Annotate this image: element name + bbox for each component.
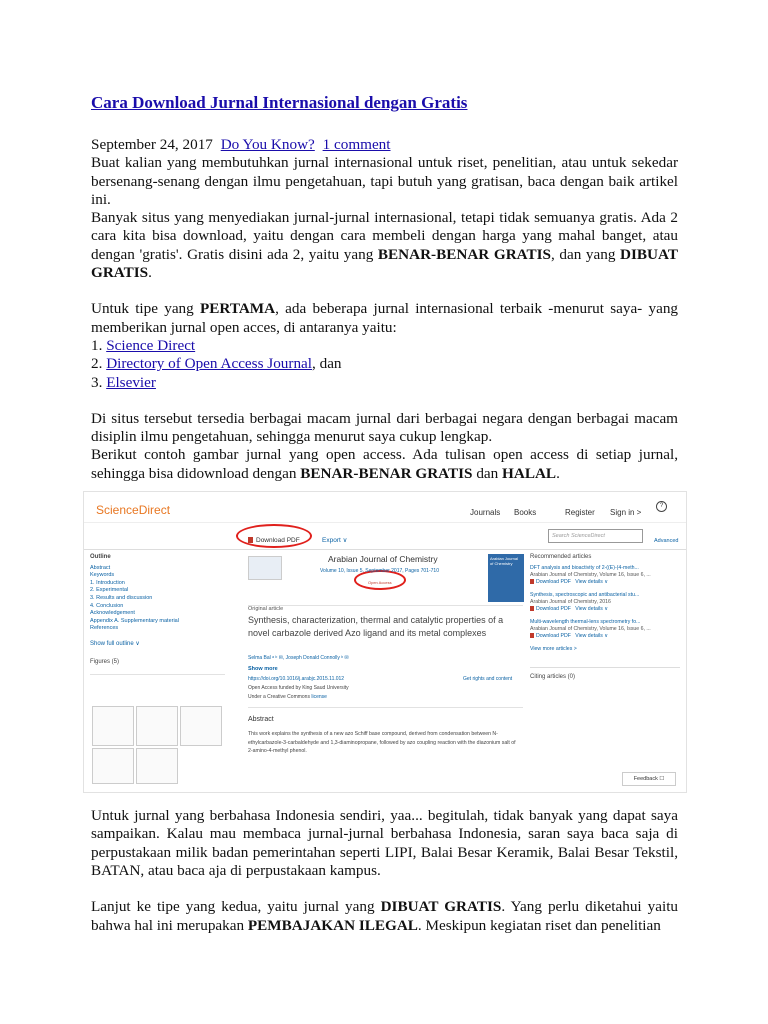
- recommended-source: Arabian Journal of Chemistry, Volume 16, Issue 6, ...: [530, 572, 651, 579]
- recommended-pdf: Download PDF: [536, 579, 571, 586]
- view-more-link: View more articles >: [530, 646, 577, 653]
- bold-text: BENAR-BENAR GRATIS: [377, 245, 551, 263]
- show-full-outline: Show full outline ∨: [90, 640, 140, 647]
- text-span: Untuk tipe yang: [91, 300, 200, 318]
- text-span: . Yang perlu diketahui yaitu bahwa hal ini merupakan: [91, 898, 679, 934]
- recommended-actions: [530, 606, 680, 613]
- feedback-button: Feedback ☐: [622, 772, 676, 786]
- sd-download-label: Download PDF: [256, 537, 300, 545]
- paragraph-two: [91, 209, 678, 282]
- recommended-title: DFT analysis and bioactivity of 2-((E)-(4-meth...: [530, 565, 639, 572]
- outline-item: Appendix A. Supplementary material: [90, 617, 179, 624]
- rights-link: Get rights and content: [463, 676, 513, 683]
- bold-text: HALAL: [502, 464, 557, 482]
- sd-recommended: [530, 554, 680, 681]
- recommended-source: Arabian Journal of Chemistry, 2016: [530, 599, 611, 606]
- text-span: Lanjut ke tipe yang kedua, yaitu jurnal yang: [91, 898, 381, 916]
- recommended-actions: [530, 633, 680, 640]
- sd-signin-link: Sign in >: [610, 508, 642, 518]
- bold-text: BENAR-BENAR GRATIS: [300, 464, 473, 482]
- recommended-details: View details ∨: [575, 606, 609, 613]
- sd-journals-link: Journals: [470, 508, 501, 518]
- journal-cover: Arabian Journal of Chemistry: [488, 554, 524, 602]
- sd-advanced-link: Advanced: [654, 538, 679, 545]
- abstract-text: This work explains the synthesis of a new azo Schiff base compound, derived from condensation between N-ethylcarbazole-3-carbaldehyde and 1,3-diaminopropane, followed by azo coupling reaction with the diazonium salt of 2-amino-4-methyl phenol.: [248, 731, 516, 755]
- outline-item: Abstract: [90, 564, 111, 571]
- figure-thumbnail: [136, 748, 178, 784]
- figures-heading: Figures (5): [90, 658, 120, 665]
- article-type: Original article: [248, 606, 284, 613]
- citing-articles: Citing articles (0): [530, 667, 680, 681]
- funding-note: Open Access funded by King Saud University: [248, 685, 349, 692]
- figure-thumbnail: [136, 706, 178, 746]
- paragraph-seven: [91, 898, 678, 935]
- text-span: . Meskipun kegiatan riset dan penelitian: [417, 916, 661, 934]
- recommended-heading: Recommended articles: [530, 554, 592, 561]
- divider: [90, 674, 225, 675]
- recommended-details: View details ∨: [575, 633, 609, 640]
- sd-export: Export ∨: [322, 537, 348, 545]
- paragraph-four: Di situs tersebut tersedia berbagai macam jurnal dari berbagai negara dengan berbagai macam disiplin ilmu pengetahuan, sehingga menurut saya cukup lengkap.: [91, 409, 678, 446]
- recommended-details: View details ∨: [575, 579, 609, 586]
- recommended-title: Multi-wavelength thermal-lens spectrometry fo...: [530, 619, 641, 626]
- paragraph-three: [91, 300, 678, 337]
- comments-link[interactable]: 1 comment: [322, 136, 391, 153]
- science-direct-link[interactable]: Science Direct: [106, 336, 196, 354]
- text-span: Berikut contoh gambar jurnal yang open access. Ada tulisan open access di setiap jurnal, sehingga bisa didownload dengan: [91, 446, 678, 482]
- doaj-link[interactable]: Directory of Open Access Journal: [106, 355, 312, 373]
- outline-item: 2. Experimental: [90, 587, 129, 594]
- list-number: 1.: [91, 336, 107, 354]
- list-number: 3.: [91, 373, 107, 391]
- journal-name: Arabian Journal of Chemistry: [328, 554, 438, 565]
- list-number: 2.: [91, 355, 107, 373]
- red-circle-annotation: [236, 524, 312, 548]
- license-prefix: Under a Creative Commons: [248, 694, 312, 701]
- figure-thumbnail: [92, 706, 134, 746]
- pdf-icon: [530, 579, 534, 584]
- journal-list-item: [91, 355, 678, 373]
- outline-item: 1. Introduction: [90, 579, 125, 586]
- elsevier-link[interactable]: Elsevier: [106, 373, 156, 391]
- text-span: dan: [472, 464, 503, 482]
- outline-item: Keywords: [90, 572, 115, 579]
- paragraph-intro: Buat kalian yang membutuhkan jurnal internasional untuk riset, penelitian, atau untuk sekedar bersenang-senang dengan ilmu pengetahuan, tapi butuh yang gratisan, baca dengan baik artikel ini.: [91, 154, 678, 208]
- category-link[interactable]: Do You Know?: [220, 136, 315, 153]
- license-note: [248, 694, 327, 702]
- figure-thumbnail: [180, 706, 222, 746]
- post-meta: [91, 136, 678, 154]
- post-content: [91, 92, 678, 935]
- divider: [248, 605, 523, 606]
- post-date: September 24, 2017: [91, 136, 213, 153]
- journal-list-item: [91, 337, 678, 355]
- text-span: Banyak situs yang menyediakan jurnal-jurnal internasional, tetapi tidak semuanya gratis. Ada 2 cara kita bisa download, yaitu dengan cara membeli dengan harga yang mahal banget, atau dengan 'gratis'. Gratis disini ada 2, yaitu yang: [91, 209, 678, 263]
- journal-volume: Volume 10, Issue 5, September 2017, Pages 701-710: [320, 568, 439, 575]
- help-icon: ?: [656, 501, 667, 512]
- article-title: Synthesis, characterization, thermal and catalytic properties of a novel carbazole derived Azo ligand and its metal complexes: [248, 615, 504, 638]
- elsevier-logo-icon: [248, 556, 282, 580]
- bold-text: DIBUAT GRATIS: [380, 898, 502, 916]
- show-more-link: Show more: [248, 666, 278, 673]
- license-link: license: [311, 694, 327, 701]
- article-doi: https://doi.org/10.1016/j.arabjc.2015.11.012: [248, 676, 345, 683]
- sciencedirect-screenshot: [83, 491, 687, 793]
- recommended-title: Synthesis, spectroscopic and antibacterial stu...: [530, 592, 640, 599]
- outline-heading: Outline: [90, 554, 111, 561]
- paragraph-five: [91, 446, 678, 483]
- text-span: , dan yang: [550, 245, 621, 263]
- pdf-icon: [530, 633, 534, 638]
- sd-books-link: Books: [514, 508, 537, 518]
- bold-text: DIBUAT GRATIS: [91, 245, 678, 282]
- journal-list-item: [91, 374, 678, 392]
- outline-item: 4. Conclusion: [90, 602, 124, 609]
- post-title-link[interactable]: Cara Download Jurnal Internasional dengan Gratis: [91, 93, 468, 112]
- sd-outline: [90, 554, 225, 666]
- bold-text: PEMBAJAKAN ILEGAL: [247, 916, 418, 934]
- recommended-pdf: Download PDF: [536, 606, 571, 613]
- divider: [248, 707, 523, 708]
- outline-item: References: [90, 625, 119, 632]
- article-authors: Selma Bal ᵃ ᵇ ✉, Joseph Donald Connolly ᵇ ✉: [248, 655, 349, 662]
- text-span: .: [556, 464, 560, 482]
- abstract-heading: Abstract: [248, 716, 274, 724]
- sd-header: [84, 492, 686, 522]
- text-span: .: [148, 264, 152, 282]
- list-suffix: , dan: [312, 355, 342, 373]
- bold-text: PERTAMA: [200, 300, 276, 318]
- pdf-icon: [530, 606, 534, 611]
- sd-register-link: Register: [565, 508, 595, 518]
- outline-item: 3. Results and discussion: [90, 595, 153, 602]
- outline-item: Acknowledgement: [90, 610, 135, 617]
- figure-thumbnail: [92, 748, 134, 784]
- sd-logo: ScienceDirect: [96, 503, 171, 518]
- text-span: , ada beberapa jurnal internasional terbaik -menurut saya- yang memberikan jurnal open acces, di antaranya yaitu:: [91, 300, 679, 336]
- recommended-source: Arabian Journal of Chemistry, Volume 16, Issue 6, ...: [530, 626, 651, 633]
- recommended-actions: [530, 579, 680, 586]
- sd-search-box: Search ScienceDirect: [548, 529, 643, 543]
- sd-toolbar: [84, 522, 686, 550]
- open-access-label: Open Access: [368, 580, 392, 586]
- recommended-pdf: Download PDF: [536, 633, 571, 640]
- paragraph-six: Untuk jurnal yang berbahasa Indonesia sendiri, yaa... begitulah, tidak banyak yang dapat saya sampaikan. Kalau mau membaca jurnal-jurnal berbahasa Indonesia, saran saya baca saja di perpustakaan milik badan pemerintahan seperti LIPI, Balai Besar Keramik, Balai Besar Tekstil, BATAN, atau baca aja di perpustakaan kampus.: [91, 807, 678, 879]
